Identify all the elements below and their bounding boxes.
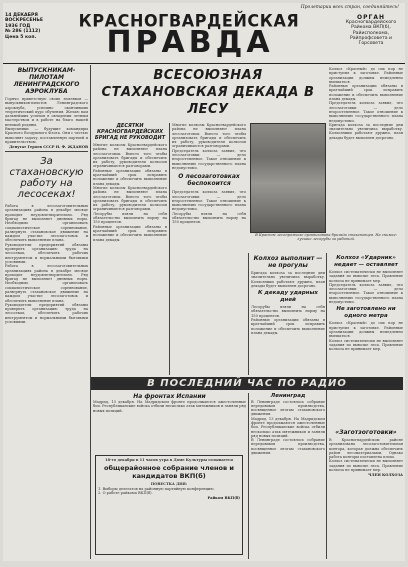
lumber-call-body: Работа в лесозаготовительных организациях района в декабре месяце проходит неудовлетворительно. Ряд бригад не выполняет дневных норм. Необходимо организовать социалистическое соревнование, развернуть стахановское движение на каждом участке лесозаготовок и обеспечить выполнение плана. — [5, 204, 88, 243]
brigades-headline: ДЕСЯТКИ КРАСНОГВАРДЕЙСКИХ БРИГАД НЕ РУКОВОДИТ — [94, 123, 166, 141]
brigades-body-2: Районные организации обязаны в кратчайший срок исправить положение и обеспечить выполнение плана декады. — [93, 168, 167, 186]
column-divider — [326, 253, 327, 559]
lumber-body: Председатель колхоза заявил, что лесозаготовки — дело второстепенное. Такое отношение к выполнению государственного плана недопустимо. — [172, 190, 246, 212]
udarnik-body: Колхоз систематически не выполняет задания по вывозке леса. Правление колхоза не принимает мер. — [329, 270, 403, 283]
not-harvested-body: Колхоз «Красный» до сих пор не приступил к заготовке. Районные организации должны немедленно вмешаться. — [329, 321, 403, 339]
agenda-item-2: 2. О работе райкома ВКП(б). — [98, 490, 153, 495]
column2-body-2: Председатель колхоза заявил, что лесозаготовки — дело второстепенное. Такое отношение к выполнению государственного плана недопустимо. — [172, 148, 246, 170]
leningrad-headline: Ленинград — [270, 393, 306, 399]
column-divider — [248, 393, 249, 559]
column-divider — [169, 123, 170, 375]
zagotovki-body: В Красногвардейском районе организована лесозаготовительная контора, которая должна обеспечить район лесоматериалами. Однако работа конторы поставлена плохо. — [329, 438, 403, 460]
right-top-column — [329, 67, 403, 249]
announcement-signature: Райком ВКП(б) — [207, 496, 240, 501]
photo-caption: В Красном лесопромхозе организована бригада стахановцев. На снимке: лучшие лесорубы за работой. — [255, 233, 397, 242]
issue-weekday: ВОСКРЕСЕНЬЕ — [5, 18, 44, 24]
sub-column-3 — [251, 255, 325, 375]
photo-caption-block — [250, 233, 402, 251]
lumberjacks-photo — [250, 123, 326, 233]
agenda-item-1: 1. Выборы делегатов на районную партийную конференцию. — [98, 486, 215, 491]
newspaper-page — [3, 3, 405, 561]
issue-number: № 286 (1112) — [5, 29, 41, 35]
pilots-body-extra: Выпускники — будущие командиры Красного Воздушного Флота. Они с честью выполнят задачу, поставленную партией и правительством. — [5, 127, 88, 144]
right-top-body-4: Бригада колхоза за последние дни значительно увеличила выработку. Колхозники работают дружно, план декады будет выполнен досрочно. — [329, 122, 403, 140]
lumber-call-headline: За стахановскую работу на лесосеках! — [9, 156, 84, 201]
sub-column-4 — [329, 255, 403, 425]
organ-text: Красногвардейского Райкома ВКП(б), Райисполкома, Райпрофсовета и Горсовета — [345, 20, 397, 47]
party-meeting-announcement — [95, 455, 243, 555]
pilots-signature: Депутат Героев СССР Н. Ф. ЖДАНОВ — [9, 145, 88, 150]
right-top-body: Колхоз «Красный» до сих пор не приступил к заготовке. Районные организации должны немедленно вмешаться. — [329, 67, 403, 84]
right-top-body-2: Районные организации обязаны в кратчайший срок исправить положение и обеспечить выполнение плана декады. — [329, 84, 403, 102]
shock-days-headline: К декаду ударных дней — [258, 290, 318, 303]
shock-days-body: Лесорубы взяли на себя обязательство выполнить норму на 150 процентов. — [251, 305, 325, 318]
lumber-call-body-4: Руководители предприятий обязаны проверить организацию труда на лесосеках, обеспечить рабочих инструментом и нормальными бытовыми условиями. — [5, 302, 88, 325]
udarnik-body-2: Председатель колхоза заявил, что лесозаготовки — дело второстепенное. Такое отношение к выполнению государственного плана недопустимо. — [329, 282, 403, 305]
lumber-headline: О лесозаготовках беспокоится — [178, 173, 240, 188]
radio-column-2 — [251, 393, 325, 559]
brigades-body-5: Районные организации обязаны в кратчайший срок исправить положение и обеспечить выполнение плана декады. — [93, 224, 167, 242]
brigades-body-4: Лесорубы взяли на себя обязательство выполнить норму на 150 процентов. — [93, 211, 167, 225]
right-top-body-3: Председатель колхоза заявил, что лесозаготовки — дело второстепенное. Такое отношение к выполнению государственного плана недопустимо. — [329, 101, 403, 123]
right-bottom-column — [329, 429, 403, 559]
radio-column-1 — [93, 393, 246, 451]
lumber-call-body-3: Работа в лесозаготовительных организациях района в декабре месяце проходит неудовлетворительно. Ряд бригад не выполняет дневных норм. Необходимо организовать социалистическое соревнование, развернуть стахановское движение на каждом участке лесозаготовок и обеспечить выполнение плана. — [5, 264, 88, 303]
brigades-body: Многие колхозы Красногвардейского района не выполняют плана лесозаготовок. Вместо того чтобы организовать бригады и обеспечить их работу, руководители колхозов ограничиваются разговорами. — [93, 143, 167, 169]
leningrad-body: В Ленинграде состоялось собрание передовиков производства, посвященное итогам стахановского движения. — [251, 399, 325, 417]
lumber-body-2: Лесорубы взяли на себя обязательство выполнить норму на 150 процентов. — [172, 211, 246, 225]
not-harvested-headline: Не заготовлено ни одного метра — [336, 306, 396, 319]
newspaper-title-line1: КРАСНОГВАРДЕЙСКАЯ — [78, 10, 300, 31]
sub-column-1 — [93, 123, 167, 375]
agenda-label: ПОВЕСТКА ДНЯ: — [150, 482, 188, 487]
zagotovki-signature: ЧЛЕН КОЛХОЗА — [368, 473, 403, 478]
issue-price: Цена 5 коп. — [5, 34, 37, 40]
announcement-title: общерайонное собрание членов и кандидатов ВКП(б) — [104, 464, 234, 481]
main-headline: ВСЕСОЮЗНАЯ СТАХАНОВСКАЯ ДЕКАДА В ЛЕСУ — [101, 68, 315, 117]
spain-body: Мадрид, 13 декабря. На Мадридском фронте продолжаются ожесточенные бои. Республиканские войска отбили несколько атак мятежников и заняли ряд новых позиций. — [93, 400, 246, 413]
lumber-call-body-2: Руководители предприятий обязаны проверить организацию труда на лесосеках, обеспечить рабочих инструментом и нормальными бытовыми условиями. — [5, 242, 88, 264]
section-divider — [5, 151, 88, 152]
announcement-line: 18-го декабря в 11 часов утра в Доме Культуры созывается — [105, 458, 233, 462]
spain-headline: На фронтах Испании — [133, 393, 206, 400]
column-divider — [90, 65, 91, 559]
pilots-headline: ВЫПУСКНИКАМ-ПИЛОТАМ ЛЕНИНГРАДСКОГО АЭРОКЛУБА — [13, 67, 80, 95]
organ-box — [340, 15, 402, 46]
newspaper-title-line2: ПРАВДА — [106, 25, 274, 60]
issue-info — [5, 13, 51, 40]
udarnik-headline: Колхоз «Ударник» недает — оставляет — [334, 255, 398, 268]
not-harvested-body-2: Колхоз систематически не выполняет задания по вывозке леса. Правление колхоза не принимает мер. — [329, 338, 403, 352]
motto: Пролетарии всех стран, соединяйтесь! — [300, 5, 399, 10]
shock-days-body-2: Районные организации обязаны в кратчайший срок исправить положение и обеспечить выполнение плана декады. — [251, 318, 325, 335]
sub-column-2 — [172, 123, 246, 375]
kolkhoz-body: Бригада колхоза за последние дни значительно увеличила выработку. Колхозники работают дружно, план декады будет выполнен досрочно. — [251, 271, 325, 288]
left-column — [5, 67, 88, 559]
kolkhoz-headline: Колхоз выполнит — не прогулы — [253, 255, 323, 269]
issue-year: 1936 ГОД — [5, 23, 31, 29]
zagotovki-body-2: Колхоз систематически не выполняет задания по вывозке леса. Правление колхоза не принимает мер. — [329, 459, 403, 473]
organ-title: ОРГАН — [357, 14, 385, 21]
column2-body: Многие колхозы Красногвардейского района не выполняют плана лесозаготовок. Вместо того чтобы организовать бригады и обеспечить их работу, руководители колхозов ограничиваются разговорами. — [172, 123, 246, 149]
issue-date: 14 ДЕКАБРЯ — [5, 13, 38, 18]
brigades-body-3: Многие колхозы Красногвардейского района не выполняют плана лесозаготовок. Вместо того чтобы организовать бригады и обеспечить их работу, руководители колхозов ограничиваются разговорами. — [93, 185, 167, 212]
leningrad-body-2: Мадрид, 13 декабря. На Мадридском фронте продолжаются ожесточенные бои. Республиканские войска отбили несколько атак мятежников и заняли ряд новых позиций. — [251, 416, 325, 438]
column-divider — [248, 253, 249, 375]
pilots-body: Горячо приветствую своих земляков — выпускников-пилотов Ленинградского аэроклуба, успешно окончивших теоретический курс обучения. Желаю вам дальнейших успехов в овладении летным мастерством и в работе на благо нашей великой родины. — [5, 97, 88, 127]
leningrad-body-3: В Ленинграде состоялось собрание передовиков производства, посвященное итогам стахановского движения. — [251, 438, 325, 456]
radio-banner: В ПОСЛЕДНИЙ ЧАС ПО РАДИО — [91, 377, 403, 390]
zagotovki-headline: «Заготзоготовки» — [335, 429, 397, 436]
masthead — [3, 11, 405, 64]
main-headline-block — [93, 67, 323, 121]
